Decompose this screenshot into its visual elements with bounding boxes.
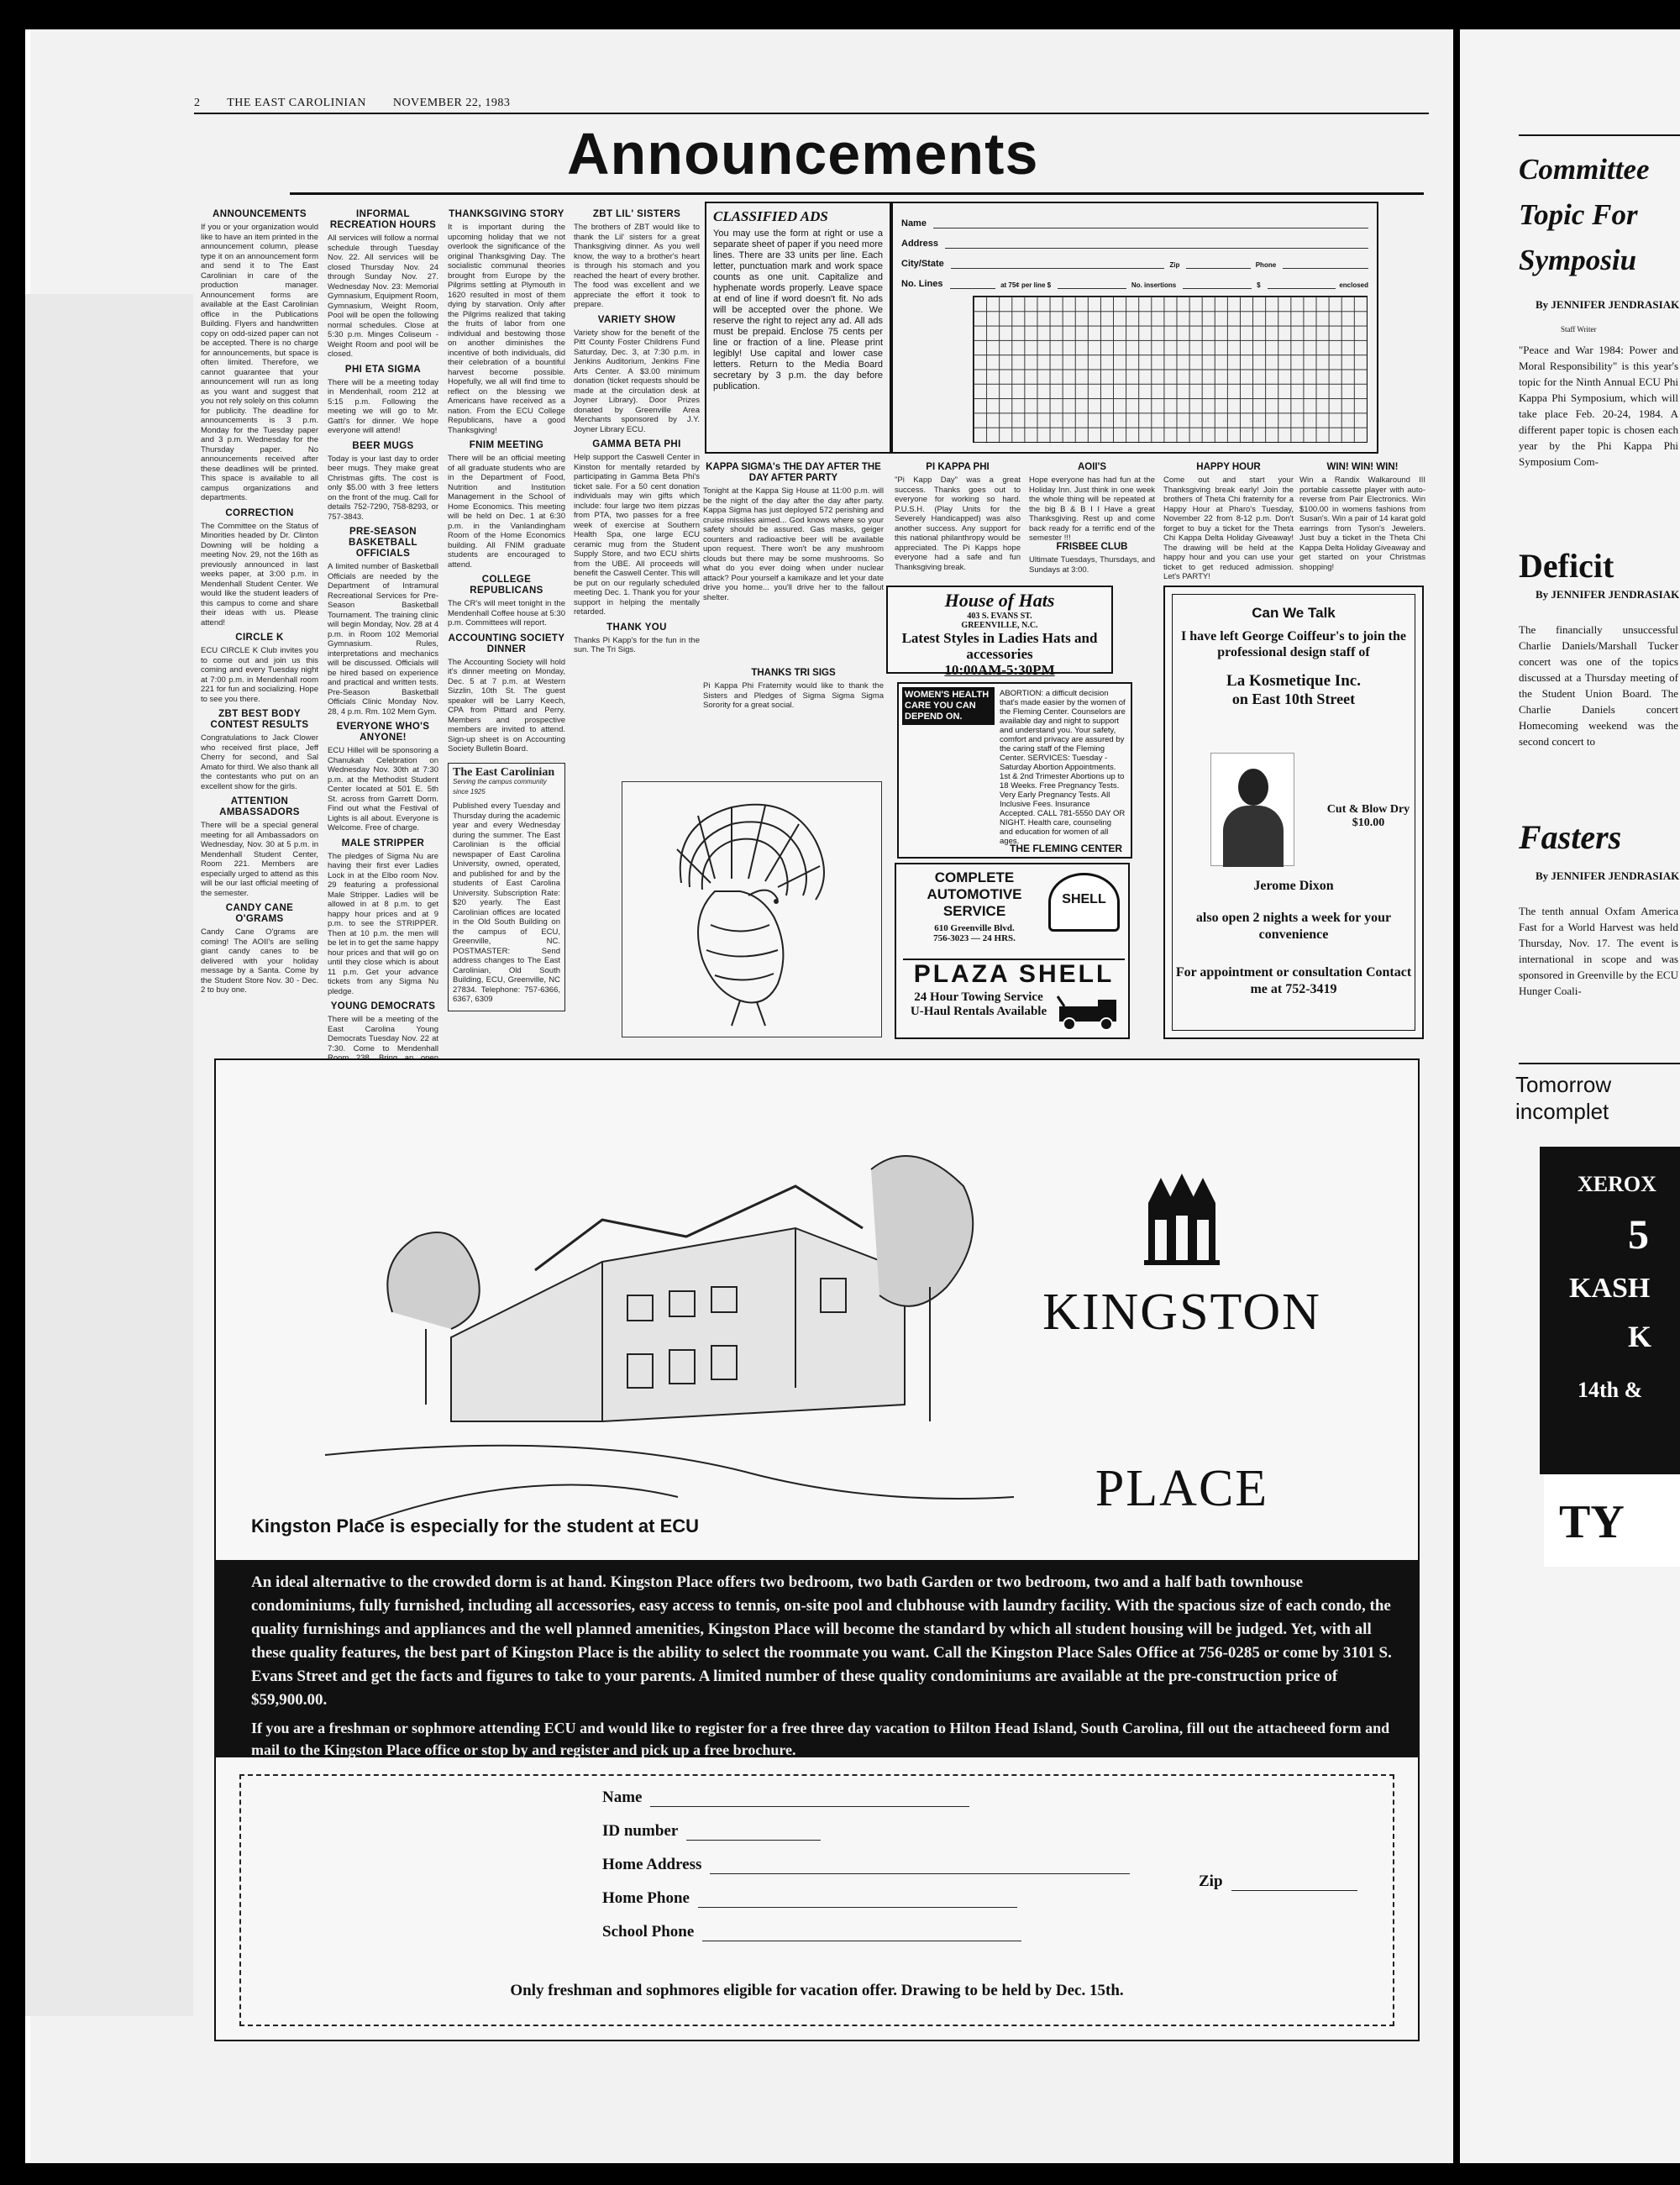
headline-1c: Symposiu — [1519, 244, 1637, 276]
amount-field[interactable] — [1268, 279, 1336, 289]
paper-info-motto: Serving the campus community since 1925 — [453, 778, 547, 796]
page-number: 2 — [194, 97, 201, 109]
xerox-ad: XEROX 5 KASH K 14th & — [1540, 1147, 1680, 1474]
staff-label-1: Staff Writer — [1561, 325, 1597, 334]
item-body: "Pi Kapp Day" was a great success. Thanks goes out to everyone for working so hard. P.U.S.H. (Play Units for the Severely Handicapped) was also another success. Any support for this national philanthropy would be appreciated. The Pi Kapps hope everyone had a safe and fun Thanksgiving break. — [895, 475, 1021, 572]
kingston-emblem-icon — [1140, 1169, 1224, 1270]
item-body: If you or your organization would like to have an item printed in the announcement column, please type it on an announcement form and send it to The East Carolinian in care of the production manager. Announcement forms are available at the East Carolinian office in the Publications Building. Flyers and handwritten copy on odd-sized paper can not be accepted. There is no charge for announcements, but space is often limited. Therefore, we cannot guarantee that your announcement will run as long as you want and suggest that you not rely solely on this column for publicity. The deadline for announcements is 3 p.m. Monday for the Tuesday paper and 3 p.m. Wednesday for the Thursday paper. No announcements received after these deadlines will be printed. This space is available to all campus organizations and departments. — [201, 223, 318, 502]
zip-field[interactable] — [1186, 259, 1250, 269]
form-row-id: ID number — [602, 1822, 821, 1841]
item-heading: CIRCLE K — [235, 633, 284, 643]
item-body: Variety show for the benefit of the Pitt County Foster Childrens Fund Saturday, Dec. 3, at 7:30 p.m. in Jenkins Auditorium, Jenkins Fine Arts Center. A $3.00 minimum donation (ticket requests should be made at the circulation desk at Joyner Library). Door Prizes donated by Greenville Area Merchants sponsored by J.Y. Joyner Library ECU. — [574, 328, 700, 434]
shell-service: COMPLETE AUTOMOTIVE SERVICE — [927, 869, 1022, 919]
byline-3: By JENNIFER JENDRASIAK — [1536, 869, 1680, 882]
item-body: Congratulations to Jack Clower who received first place, Jeff Cherry for second, and Sal Amato for third. We also thank all the contestants who put on an excellent show for the girls. — [201, 733, 318, 791]
item-heading: WIN! WIN! WIN! — [1326, 462, 1399, 472]
phone-field[interactable] — [1283, 259, 1368, 269]
form-row-address: Address — [901, 228, 1368, 249]
cosm-hours: also open 2 nights a week for your convenience — [1195, 911, 1392, 942]
paper-info-title: The East Carolinian — [453, 765, 555, 779]
tri-sigs-item — [703, 668, 884, 711]
announcements-column-2 — [328, 204, 438, 1074]
name-field[interactable] — [933, 218, 1368, 228]
fleming-headline: WOMEN'S HEALTH CARE YOU CAN DEPEND ON. — [902, 687, 995, 725]
happy-hour-item — [1163, 462, 1294, 582]
lines-field[interactable] — [950, 279, 996, 289]
shell-logo-icon: SHELL — [1048, 873, 1120, 932]
kingston-tagline: Kingston Place is especially for the student at ECU — [251, 1515, 700, 1536]
name-input[interactable] — [650, 1792, 969, 1807]
item-heading: PHI ETA SIGMA — [344, 364, 422, 375]
item-heading: KAPPA SIGMA's THE DAY AFTER THE DAY AFTER PARTY — [706, 462, 881, 483]
headline-1a: Committee — [1519, 153, 1650, 186]
item-body: Win a Randix Walkaround III portable cassette player with auto-reverse from Pair Electronics. Win $100.00 in womens fashions from Susan's. Win a pair of 14 karat gold earrings from Tyson's Jewelers. Just buy a ticket in the Theta Chi Kappa Delta Holiday Giveaway and get started on your Christmas shopping! — [1299, 475, 1425, 572]
fleming-name: THE FLEMING CENTER — [1010, 843, 1122, 854]
page-runner — [194, 97, 1429, 114]
cosm-headline: Can We Talk — [1252, 605, 1336, 621]
tow-truck-icon — [1056, 995, 1123, 1032]
item-body: A limited number of Basketball Officials are needed by the Department of Intramural Recreational Services for Pre-Season Basketball Tournament. The training clinic will begin Monday, Nov. 28 at 4 p.m. in Room 102 Memorial Gymnasium. Rules, interpretations and mechanics will be discussed. Officials will be hired based on experience and practical and written tests. Pre-Season Basketball Officials Clinic Monday Nov. 28, 4 p.m. Rm. 102 Mem Gym. — [328, 562, 438, 717]
fleming-body: ABORTION: a difficult decision that's made easier by the women of the Fleming Center. Counselors are available day and night to support and understand you. Your safety, comfort and privacy are assured by the caring staff of the Fleming Center. SERVICES: Tuesday - Saturday Abortion Appointments. 1st & 2nd Trimester Abortions up to 18 Weeks. Free Pregnancy Tests. Very Early Pregnancy Tests. All Inclusive Fees. Insurance Accepted. CALL 781-5550 DAY OR NIGHT. Health care, counseling and education for women of all ages. — [1000, 689, 1126, 846]
announcements-column-1 — [201, 204, 318, 997]
item-heading: ACCOUNTING SOCIETY DINNER — [448, 633, 565, 654]
item-heading: VARIETY SHOW — [597, 314, 676, 325]
byline-2: By JENNIFER JENDRASIAK — [1536, 588, 1680, 601]
item-body: The brothers of ZBT would like to thank the Lil' sisters for a great Thanksgiving dinner. As you well know, the way to a brother's heart is through his stomach and you reached the heart of every brother. The food was excellent and we appreciate the effort it took to prepare. — [574, 223, 700, 309]
hats-address: 403 S. EVANS ST. — [967, 612, 1032, 621]
item-heading: THANKSGIVING STORY — [449, 209, 564, 219]
zip-input[interactable] — [1231, 1876, 1357, 1891]
item-body: Candy Cane O'grams are coming! The AOII's are selling giant candy canes to be delivered with your holiday message by a Santa. Come by the Student Store Nov. 30 - Dec. 2 to buy one. — [201, 927, 318, 995]
item-body: There will be a meeting of the East Carolina Young Democrats Tuesday Nov. 22 at 7:30. Come to Mendenhall — [328, 1015, 438, 1053]
item-body: Hope everyone has had fun at the Holiday Inn. Just think in one week the whole thing will be repeated at the big B & B I I Have a great Thanksgiving. Rest up and come back ready for a terrific end of the semester !!! — [1029, 475, 1155, 543]
cosm-company: La Kosmetique Inc. — [1226, 672, 1361, 690]
fleming-center-ad — [897, 682, 1132, 859]
story-3-text: The tenth annual Oxfam America Fast for a World Harvest was held Thursday, Nov. 17. The event is international in scope and was sponsored in Greenville by the ECU Hunger Coali- — [1519, 905, 1678, 997]
item-heading: COLLEGE REPUBLICANS — [470, 575, 543, 596]
item-heading: ZBT BEST BODY CONTEST RESULTS — [210, 709, 309, 730]
item-heading: BEER MUGS — [352, 440, 414, 451]
paper-info-box — [448, 763, 565, 1011]
ty-ad-fragment: TY — [1544, 1474, 1680, 1567]
home-phone-input[interactable] — [698, 1893, 1017, 1908]
item-body: The Accounting Society will hold it's dinner meeting on Monday, Dec. 5 at 7 p.m. at Western Sizzlin, 10th St. The guest speaker will be Larry Keech, CPA from Pittard and Perry. Members and prospective members are invited to attend. Sign-up sheet is on Accounting Society Bulletin Board. — [448, 657, 565, 754]
cosm-price: Cut & Blow Dry $10.00 — [1326, 803, 1410, 829]
item-heading: FRISBEE CLUB — [1056, 542, 1128, 552]
item-body: Help support the Caswell Center in Kinston for mentally retarded by participating in Gamma Beta Phi's ticket sale. For a 50 cent donation individuals may win gifts which include: four large two item pizzas from PTA, two passes for a free week of exercise at Southern Health Spa, one large ECU ceramic mug from the Student Supply Store, and two ECU shirts from the UBE. All proceeds will benefit the Caswell Center. This will be put on our regularly scheduled meeting Dec. 1. Thank you for your support in helping the mentally retarded. — [574, 453, 700, 617]
kappa-sigma-item — [703, 462, 884, 602]
item-heading: CORRECTION — [225, 507, 294, 518]
kingston-logo — [1014, 1161, 1350, 1517]
turkey-illustration — [622, 781, 882, 1037]
cosm-stylist: Jerome Dixon — [1253, 879, 1334, 893]
item-body: Thanks Pi Kapp's for the fun in the sun. The Tri Sigs. — [574, 635, 700, 654]
form-row-name: Name — [602, 1788, 969, 1807]
shell-address: 610 Greenville Blvd. 756-3023 — 24 HRS. — [933, 923, 1016, 943]
item-heading: PI KAPPA PHI — [926, 462, 990, 472]
item-body: There will be a meeting today in Mendenhall, room 212 at 5:15 p.m. Following the meeting we will go to Mr. Gatti's for dinner. We hope everyone will attend! — [328, 377, 438, 435]
item-heading: GAMMA BETA PHI — [592, 439, 681, 449]
newspaper-page — [189, 88, 1432, 2046]
vacation-entry-form — [239, 1774, 1394, 2026]
plaza-shell-ad — [895, 863, 1130, 1039]
announcements-column-3 — [448, 204, 565, 1011]
hats-store-name: House of Hats — [944, 590, 1055, 611]
item-body: It is important during the upcoming holiday that we not overlook the significance of the original Thanksgiving Day. The socialistic communal theories brought from Europe by the Pilgrims settling at Plymouth in 1620 resulted in most of them dying by starvation. Only after the Pilgrims realized that taking the fruits of labor from one individual and bestowing those on another diminishes the incentive of both individuals, did their celebration of a bountiful harvest become possible. Hopefully, we all will find time to reflect on the blessing we Americans have received as a nation. From the ECU College Republicans, have a good Thanksgiving! — [448, 223, 565, 435]
mid-rule — [1519, 1063, 1680, 1064]
item-body: Today is your last day to order beer mugs. They make great Christmas gifts. The cost is only $5.00 with 3 free letters on the front of the mug. Call for details 752-7290, 758-8293, or 757-3843. — [328, 454, 438, 522]
id-number-input[interactable] — [686, 1825, 821, 1841]
item-body: ECU Hillel will be sponsoring a Chanukah Celebration on Wednesday Nov. 30th at 7:30 p.m. at the Methodist Student Center located at 501 E. 5th St. across from Garrett Dorm. Find out what the Festival of Lights is all about. Everyone is Welcome. Free of charge. — [328, 746, 438, 833]
story-1-text: "Peace and War 1984: Power and Moral Responsibility" is this year's topic for the Ninth Annual ECU Phi Kappa Phi Symposium, which will take place Feb. 20-24, 1984. A different paper topic is chosen each year by the Phi Kappa Phi Symposium Com- — [1519, 344, 1678, 468]
classified-ads-box — [705, 202, 891, 454]
hats-city: GREENVILLE, N.C. — [961, 621, 1038, 630]
paper-name: THE EAST CAROLINIAN — [227, 97, 366, 109]
cosm-intro: I have left George Coiffeur's to join the professional design staff of — [1181, 629, 1406, 659]
item-body: Ultimate Tuesdays, Thursdays, and Sundays at 3:00. — [1029, 555, 1155, 575]
item-body: There will be an official meeting of all graduate students who are in the Department of Food, Nutrition and Institution Management in the School of Home Economics. This meeting will be held on Dec. 1 at 6:30 p.m. in the Vanlandingham Room of the Home Economics building. All FNIM graduate students are encouraged to attend. — [448, 454, 565, 570]
school-phone-input[interactable] — [702, 1926, 1021, 1941]
story-2-text: The financially unsuccessful Charlie Daniels/Marshall Tucker concert was one of the topics discussed at a Thursday meeting of the Student Union Board. The Charlie Daniels concert Homecoming weekend was the second concert to — [1519, 623, 1678, 748]
condo-illustration — [325, 1102, 1014, 1522]
item-body: All services will follow a normal schedule through Tuesday Nov. 22. All services will be closed Thursday Nov. 24 through Sunday Nov. 27. Wednesday Nov. 23: Memorial Gymnasium, Equipment Room, Gymnasium, Weight Room, Pool will be open the following normal schedules. Close at 5:30 p.m. Minges Coliseum - Weight Room and pool will be closed. — [328, 234, 438, 359]
ad-inner-border — [1172, 594, 1415, 1031]
cosm-contact: For appointment or consultation Contact me at 752-3419 — [1175, 965, 1412, 996]
byline-1: By JENNIFER JENDRASIAK — [1536, 298, 1680, 311]
kingston-place-ad — [214, 1058, 1420, 2041]
form-row-zip: Zip — [1199, 1872, 1357, 1891]
item-body: ECU CIRCLE K Club invites you to come out and join us this coming and every Tuesday night at 7:00 p.m. in Mendenhall room 221 for fun and socializing. Hope to see you there. — [201, 646, 318, 704]
item-heading: MALE STRIPPER — [341, 838, 425, 848]
item-heading: AOII'S — [1077, 462, 1107, 472]
frisbee-club-item — [1029, 542, 1155, 575]
item-heading: ZBT LIL' SISTERS — [592, 209, 681, 219]
turkey-icon — [622, 782, 883, 1038]
paper-info-text: Published every Tuesday and Thursday during the academic year and every Wednesday during the summer. The East Carolinian is the official newspaper of East Carolina University, owned, operated, and published for and by the students of East Carolina University. Subscription Rate: $20 yearly. The East Carolinian offices are located in the Old South Building on the campus of ECU, Greenville, NC. POSTMASTER: Send address changes to The East Carolinian, Old South Building, ECU, Greenville, NC 27834. Telephone: 757-6366, 6367, 6309 — [453, 801, 560, 1004]
headline-1b: Topic For — [1519, 198, 1638, 231]
item-heading: ANNOUNCEMENTS — [213, 209, 307, 219]
item-body: The pledges of Sigma Nu are having their first ever Ladies Lock in at the Elbo room Nov. 29 featuring a professional Male Stripper. Ladies will be allowed in at 8 p.m. to get happy hour prices and at 9 p.m. to see the STRIPPER. Then at 10 p.m. the men will be let in to get the same happy hour prices and that will go on until they close which is about 11 p.m. Get your advance tickets from any Sigma Nu pledge. — [328, 851, 438, 996]
shell-extras: 24 Hour Towing Service U-Haul Rentals Available — [910, 990, 1047, 1018]
city-field[interactable] — [951, 259, 1165, 269]
aoii-item — [1029, 462, 1155, 544]
classified-title: CLASSIFIED ADS — [713, 208, 828, 224]
item-heading: THANKS TRI SIGS — [751, 668, 836, 678]
form-row-lines: No. Lines at 75¢ per line $ No. insertions $ enclosed — [901, 279, 1369, 289]
classified-text: You may use the form at right or use a separate sheet of paper if you need more lines. There are 33 units per line. Each letter, punctuation mark and work space counts as one unit. Capitalize and hyphenate words properly. Leave space at end of line if word doesn't fit. No ads will be accepted over the phone. We reserve the right to reject any ad. All ads must be prepaid. Enclose 75 cents per line or fraction of a line. Please print legibly! Use capital and lower case letters. Return to the Media Board secretary by 3 p.m. the day before publication. — [713, 228, 883, 391]
item-heading: YOUNG DEMOCRATS — [330, 1001, 436, 1011]
item-heading: THANK YOU — [606, 622, 667, 633]
pi-kappa-phi-item — [895, 462, 1021, 572]
background-strip — [25, 294, 193, 2016]
item-heading: FNIM MEETING — [469, 440, 544, 450]
headline-3: Fasters — [1519, 818, 1622, 856]
item-body: There will be a special general meeting for all Ambassadors on Wednesday, Nov. 30 at 5 p.m. in Mendenhall Student Center, Room 221. Members are especially urged to attend as this will be our last official meeting of the semester. — [201, 821, 318, 898]
cosm-street: on East 10th Street — [1231, 691, 1356, 707]
item-body: The Committee on the Status of Minorities headed by Dr. Clinton Downing will be holding a meeting Nov. 29, not the 16th as previously announced in last weeks paper, at 3:00 p.m. in Mendenhall Student Center. We would like the student leaders of this campus to come and share their ideas with us. Please attend! — [201, 521, 318, 628]
form-row-city: City/State Zip Phone — [901, 249, 1368, 269]
headline-2: Deficit — [1519, 547, 1614, 585]
adjacent-page — [1460, 29, 1680, 2163]
item-body: Come out and start your Thanksgiving break early! Join the brothers of Theta Chi fraternity for a Happy Hour at Pharo's Tuesday, November 22 from 8-12 p.m. Don't forget to buy a ticket for the Theta Chi Kappa Delta Holiday Giveaway! The drawing will be held at the happy hour and you can use your ticket to get reduced admission. Let's PARTY! — [1163, 475, 1294, 581]
portrait-photo — [1210, 753, 1294, 866]
ad-copy-grid[interactable] — [973, 296, 1368, 443]
item-heading: CANDY CANE O'GRAMS — [225, 903, 294, 924]
item-body: Tonight at the Kappa Sig House at 11:00 p.m. will be the night of the day after the day after party. Kappa Sigma has just deployed 572 perishing and cruise missiles aimed... God knows where so your safety should be assured. Gas masks, geiger counters and radioactive beer will be available upon request. There won't be any mushroom clouds but there may be some mushrooms. So what do you ever doing when under nuclear attack? Pour yourself a kamikaze and let your date drive you home... you'll drive her to the fallout shelter. — [703, 486, 884, 602]
hats-tagline: Latest Styles in Ladies Hats and accessories — [901, 630, 1098, 662]
win-giveaway-item — [1299, 462, 1425, 572]
home-address-input[interactable] — [710, 1859, 1130, 1874]
kingston-copy: An ideal alternative to the crowded dorm is at hand. Kingston Place offers two bedroom, two bath Garden or two bedroom, two and a half bath townhouse condominiums, fully furnished, including all accessories, easy access to tennis, on-site pool and clubhouse with laundry facility. With the spacious size of each condo, the quality furnishings and appliances and the well planned amenities, Kingston Place will become the standard by which all student housing will be judged. Yet, with all these quality features, the best part of Kingston Place is the ability to select the roommate you want. Call the Kingston Place Sales Office at 756-0285 or come by 3101 S. Evans Street and get the facts and figures to take to your parents. A limited number of these quality condominiums are available at the pre-construction price of $59,900.00. — [251, 1573, 1392, 1709]
house-of-hats-ad — [886, 586, 1113, 678]
masthead-rule — [290, 192, 1424, 195]
item-heading: INFORMAL RECREATION HOURS — [329, 209, 437, 230]
address-field[interactable] — [945, 239, 1368, 249]
kingston-logo-line1: KINGSTON — [1042, 1284, 1321, 1341]
section-title: Announcements — [567, 121, 1039, 186]
section-masthead — [290, 122, 1424, 197]
form-row-address: Home Address — [602, 1856, 1130, 1874]
form-eligibility-note: Only freshman and sophmores eligible for vacation offer. Drawing to be held by Dec. 15th. — [510, 1982, 1124, 1999]
kingston-offer: If you are a freshman or sophmore attending ECU and would like to register for a free three day vacation to Hilton Head Island, South Carolina, fill out the attacheeed form and mail to the Kingston Place office or stop by and register and pick up a free brochure. — [251, 1720, 1390, 1758]
la-kosmetique-ad — [1163, 586, 1424, 1039]
tomorrow-teaser: Tomorrow incomplet — [1515, 1072, 1612, 1124]
form-row-phone: Home Phone — [602, 1889, 1017, 1908]
shell-name: PLAZA SHELL — [903, 959, 1125, 989]
classified-order-form — [891, 202, 1378, 454]
top-rule — [1519, 134, 1680, 136]
item-heading: ATTENTION AMBASSADORS — [219, 796, 300, 817]
item-body: The CR's will meet tonight in the Mendenhall Coffee house at 5:30 p.m. Committees will report. — [448, 599, 565, 628]
issue-date: NOVEMBER 22, 1983 — [392, 97, 511, 109]
kingston-logo-line2: PLACE — [1095, 1460, 1269, 1517]
form-row-name: Name — [901, 208, 1368, 228]
item-heading: HAPPY HOUR — [1196, 462, 1261, 472]
item-body: Pi Kappa Phi Fraternity would like to thank the Sisters and Pledges of Sigma Sigma Sigma Sorority for a great social. — [703, 681, 884, 710]
hats-hours: 10:00AM-5:30PM — [944, 662, 1055, 678]
item-heading: PRE-SEASON BASKETBALL OFFICIALS — [349, 527, 417, 559]
announcements-column-4 — [574, 204, 700, 657]
insertions-field[interactable] — [1183, 279, 1252, 289]
item-heading: EVERYONE WHO'S ANYONE! — [336, 722, 430, 743]
form-row-school-phone: School Phone — [602, 1923, 1021, 1941]
rate-field[interactable] — [1058, 279, 1126, 289]
